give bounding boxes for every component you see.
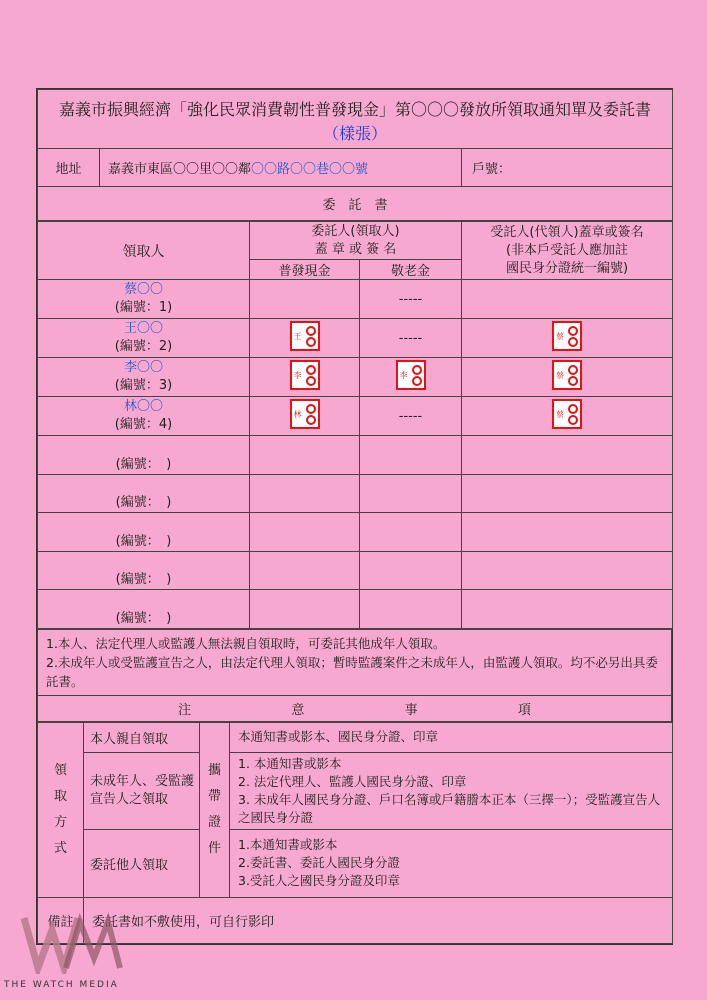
notice-char: 意	[291, 702, 305, 718]
senior-cell	[360, 319, 462, 358]
note-1: 1.本人、法定代理人或監護人無法親自領取時，可委託其他成年人領取。	[46, 635, 446, 651]
agent-cell	[462, 319, 673, 358]
table-row	[38, 590, 673, 629]
carry-char: 件	[207, 840, 221, 856]
doc-item: 3. 未成年人國民身分證、戶口名簿或戶籍謄本正本（三擇一）；受監護宣告人之國民身分證	[238, 791, 661, 825]
recipient-cell	[38, 474, 250, 513]
remark-label: 備註	[38, 897, 84, 943]
recipient-number: (編號：2)	[114, 339, 173, 354]
sample-label: （樣張）	[323, 124, 388, 143]
logo-mark-icon	[4, 912, 124, 974]
senior-cell	[360, 590, 462, 629]
senior-cell	[360, 474, 462, 513]
carry-char: 攜	[207, 762, 221, 778]
cash-cell	[250, 474, 360, 513]
method-minor-docs	[230, 752, 673, 829]
notice-char: 注	[178, 702, 192, 718]
table-row	[38, 436, 673, 475]
address-label: 地址	[38, 149, 100, 187]
note-2: 2.未成年人或受監護宣告之人，由法定代理人領取；暫時監護案件之未成年人，由監護人領取。均不必另出具委託書。	[46, 654, 658, 689]
recipient-header: 領取人	[38, 222, 250, 280]
recipient-number: (編號： )	[115, 572, 172, 587]
seal-stamp-icon: 蔡	[552, 360, 582, 390]
recipient-cell	[38, 551, 250, 590]
agent-cell	[462, 358, 673, 397]
cash-cell	[250, 436, 360, 475]
doc-item: 2. 法定代理人、監護人國民身分證、印章	[238, 773, 467, 789]
recipient-number: (編號： )	[115, 495, 172, 510]
table-row	[38, 319, 673, 358]
method-self-docs: 本通知書或影本、國民身分證、印章	[230, 722, 673, 752]
method-label	[38, 722, 84, 897]
recipient-cell	[38, 513, 250, 552]
recipient-number: (編號：3)	[114, 378, 173, 393]
method-delegate-docs	[230, 829, 673, 897]
recipient-number: (編號： )	[115, 456, 172, 472]
cash-cell	[250, 551, 360, 590]
doc-item: 1.本通知書或影本	[238, 837, 338, 852]
seal-stamp-icon: 王	[290, 321, 320, 351]
notice-char: 事	[404, 702, 418, 718]
principal-l1: 委託人(領取人)	[311, 223, 400, 239]
cash-header: 普發現金	[250, 260, 360, 280]
method-char: 方	[53, 814, 67, 830]
recipient-number: (編號： )	[115, 610, 172, 626]
cash-cell	[250, 513, 360, 552]
cash-cell	[250, 397, 360, 436]
table-row	[38, 280, 673, 319]
cash-cell	[250, 358, 360, 397]
dash-placeholder: -----	[398, 408, 423, 424]
senior-cell	[360, 551, 462, 590]
notice-char: 項	[517, 702, 531, 718]
recipient-name: 王〇〇	[123, 321, 163, 336]
principal-header	[250, 222, 462, 260]
agent-l1: 受託人(代領人)蓋章或簽名	[490, 224, 644, 240]
watch-media-logo	[4, 912, 134, 992]
senior-cell	[360, 397, 462, 436]
carry-label	[200, 722, 230, 897]
table-row	[38, 474, 673, 513]
notes-cell	[38, 629, 672, 695]
seal-stamp-icon: 李	[290, 360, 320, 390]
recipient-number: (編號：1)	[114, 300, 173, 315]
table-row	[38, 358, 673, 397]
cash-cell	[250, 319, 360, 358]
form-title	[38, 90, 673, 149]
seal-stamp-icon: 李	[396, 360, 426, 390]
agent-cell	[462, 397, 673, 436]
title-text: 嘉義市振興經濟「強化民眾消費韌性普發現金」第〇〇〇發放所領取通知單及委託書	[59, 100, 652, 119]
doc-item: 2.委託書、委託人國民身分證	[238, 855, 400, 870]
agent-l2: (非本戶受託人應加註	[505, 242, 629, 258]
method-delegate: 委託他人領取	[84, 829, 200, 897]
recipient-cell	[38, 358, 250, 397]
senior-cell	[360, 358, 462, 397]
method-self: 本人親自領取	[84, 722, 200, 752]
method-char: 領	[53, 762, 67, 778]
dash-placeholder: -----	[398, 330, 423, 346]
recipient-name: 蔡〇〇	[123, 282, 163, 297]
seal-stamp-icon: 蔡	[552, 321, 582, 351]
seal-stamp-icon: 蔡	[552, 399, 582, 429]
recipient-cell	[38, 319, 250, 358]
cash-cell	[250, 590, 360, 629]
table-row	[38, 397, 673, 436]
address-road: 〇〇路〇〇巷〇〇號	[251, 162, 369, 177]
senior-header: 敬老金	[360, 260, 462, 280]
agent-cell	[462, 551, 673, 590]
table-row	[38, 551, 673, 590]
notice-form	[36, 88, 673, 945]
dash-placeholder: -----	[398, 291, 423, 307]
agent-cell	[462, 513, 673, 552]
household-label: 戶號：	[462, 149, 673, 187]
recipient-cell	[38, 280, 250, 319]
recipient-number: (編號： )	[115, 533, 172, 549]
recipient-number: (編號：4)	[114, 417, 173, 432]
senior-cell	[360, 436, 462, 475]
carry-char: 證	[207, 814, 221, 830]
agent-cell	[462, 474, 673, 513]
method-char: 取	[53, 788, 67, 804]
senior-cell	[360, 280, 462, 319]
agent-cell	[462, 590, 673, 629]
method-minor: 未成年人、受監護宣告人之領取	[84, 752, 200, 829]
remark-text: 委託書如不敷使用，可自行影印	[84, 897, 673, 943]
agent-cell	[462, 436, 673, 475]
seal-stamp-icon: 林	[290, 399, 320, 429]
recipient-cell	[38, 590, 250, 629]
logo-text: THE WATCH MEDIA	[4, 980, 119, 990]
agent-l3: 國民身分證統一編號)	[505, 260, 629, 276]
recipient-name: 林〇〇	[123, 399, 163, 414]
address-value	[100, 149, 462, 187]
agent-header	[462, 222, 673, 280]
recipient-name: 李〇〇	[123, 360, 163, 375]
recipient-cell	[38, 436, 250, 475]
senior-cell	[360, 513, 462, 552]
method-char: 式	[53, 840, 67, 856]
cash-cell	[250, 280, 360, 319]
carry-char: 帶	[207, 788, 221, 804]
principal-l2: 蓋 章 或 簽 名	[314, 241, 397, 257]
doc-item: 3.受託人之國民身分證及印章	[238, 873, 400, 888]
notice-title	[38, 695, 672, 721]
table-row	[38, 513, 673, 552]
agent-cell	[462, 280, 673, 319]
section-title: 委 託 書	[38, 187, 673, 221]
address-plain: 嘉義市東區〇〇里〇〇鄰	[108, 162, 252, 177]
doc-item: 1. 本通知書或影本	[238, 755, 342, 771]
recipient-cell	[38, 397, 250, 436]
